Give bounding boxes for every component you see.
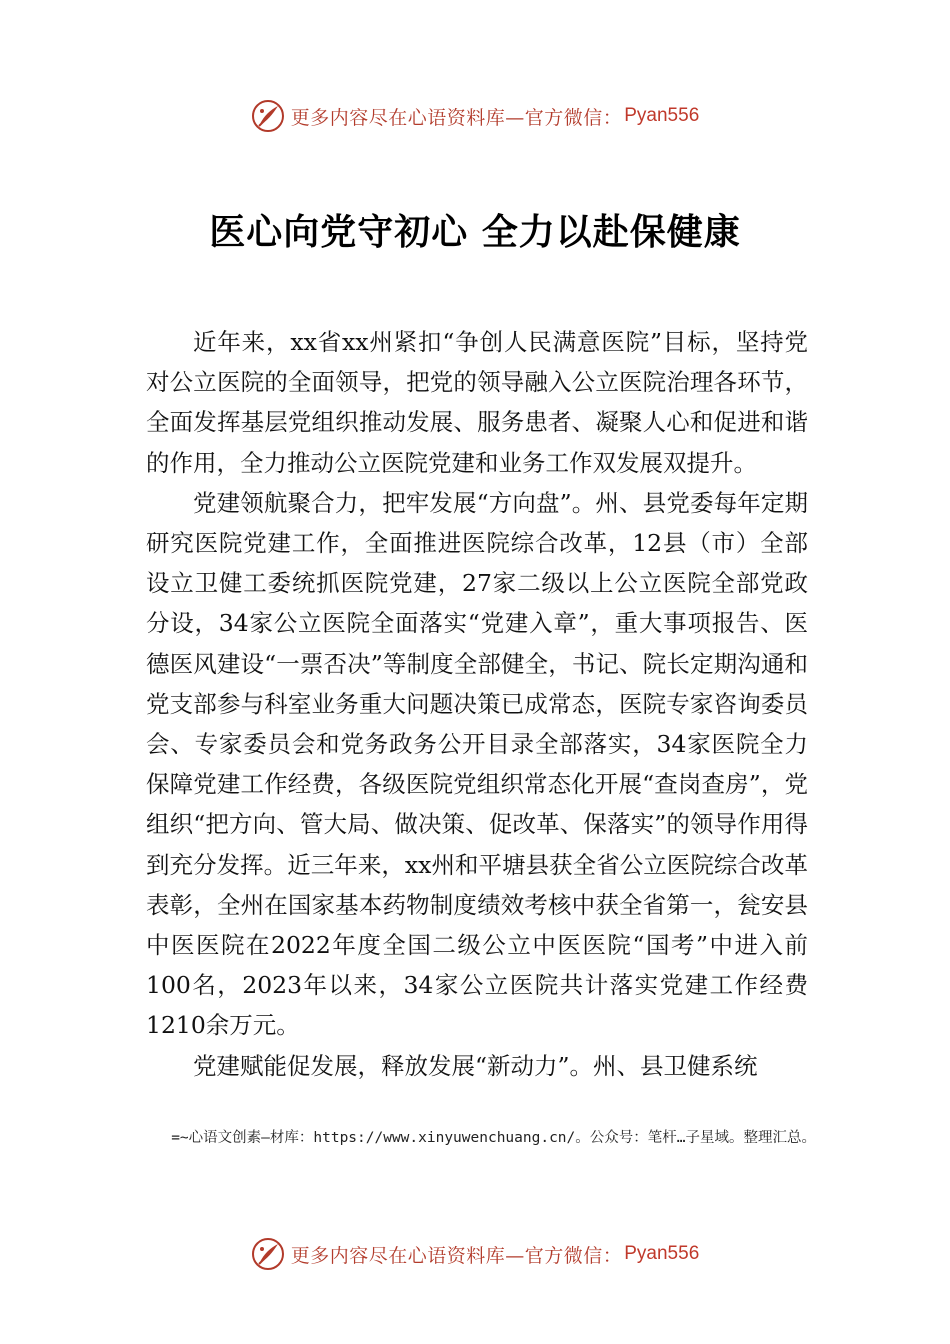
quill-pen-logo-icon bbox=[251, 99, 285, 133]
quill-pen-logo-icon bbox=[251, 1237, 285, 1271]
footer-watermark bbox=[0, 1234, 950, 1274]
document-body bbox=[146, 322, 808, 1086]
watermark-handle: Pyan556 bbox=[624, 1243, 700, 1264]
paragraph-party-leadership: 党建领航聚合力，把牢发展“方向盘”。州、县党委每年定期研究医院党建工作，全面推进医院综合改革，12县（市）全部设立卫健工委统抓医院党建，27家二级以上公立医院全部党政分设，34家公立医院全面落实“党建入章”，重大事项报告、医德医风建设“一票否决”等制度全部健全，书记、院长定期沟通和党支部参与科室业务重大问题决策已成常态，医院专家咨询委员会、专家委员会和党务政务公开目录全部落实，34家医院全力保障党建工作经费，各级医院党组织常态化开展“查岗查房”，党组织“把方向、管大局、做决策、促改革、保落实”的领导作用得到充分发挥。近三年来，xx州和平塘县获全省公立医院综合改革表彰，全州在国家基本药物制度绩效考核中获全省第一，瓮安县中医医院在2022年度全国二级公立中医医院“国考”中进入前100名，2023年以来，34家公立医院共计落实党建工作经费1210余万元。 bbox=[146, 488, 808, 1040]
paragraph-intro: 近年来，xx省xx州紧扣“争创人民满意医院”目标，坚持党对公立医院的全面领导，把党的领导融入公立医院治理各环节，全面发挥基层党组织推动发展、服务患者、凝聚人心和促进和谐的作用，全力推动公立医院党建和业务工作双发展双提升。 bbox=[146, 328, 808, 477]
watermark-text: 更多内容尽在心语资料库—官方微信： bbox=[290, 1244, 623, 1267]
watermark-handle: Pyan556 bbox=[624, 105, 700, 126]
source-footnote: =~心语文创素—材库：https://www.xinyuwenchuang.cn/。公众号：笔杆…子星域。整理汇总。 bbox=[171, 1130, 816, 1146]
page-title: 医心向党守初心 全力以赴保健康 bbox=[209, 211, 741, 253]
paragraph-party-empowerment: 党建赋能促发展，释放发展“新动力”。州、县卫健系统 bbox=[193, 1051, 758, 1080]
header-watermark bbox=[0, 96, 950, 136]
watermark-text: 更多内容尽在心语资料库—官方微信： bbox=[290, 106, 623, 129]
